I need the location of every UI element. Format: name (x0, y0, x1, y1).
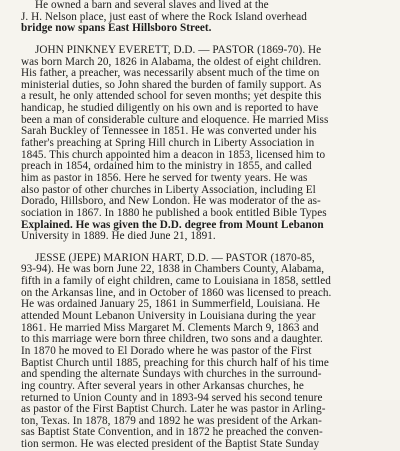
text-line: to this marriage were born three children, two sons and a daughter. (21, 333, 323, 346)
text-line: on the Arkansas line, and in October of 1860 was licensed to preach. (21, 286, 332, 299)
text-line: ton, Texas. In 1878, 1879 and 1892 he was president of the Arkan- (21, 414, 322, 427)
text-line: Explained. He was given the D.D. degree from Mount Lebanon (21, 218, 324, 231)
text-line: He was ordained January 25, 1861 in Summerfield, Louisiana. He (21, 298, 320, 311)
text-line: and spending the alternate Sundays with churches in the surround- (21, 368, 322, 381)
text-line: ing country. After several years in other Arkansas churches, he (21, 379, 304, 392)
text-line: JOHN PINKNEY EVERETT, D.D. — PASTOR (1869-70). He (35, 43, 322, 56)
text-line: 93-94). He was born June 22, 1838 in Chambers County, Alabama, (21, 263, 325, 276)
text-line: sas Baptist State Convention, and in 1872 he preached the conven- (21, 426, 323, 439)
text-line: JESSE (JEPE) MARION HART, D.D. — PASTOR (1870-85, (35, 251, 315, 264)
paragraph-everett (21, 45, 389, 243)
text-line: him as pastor in 1856. Here he served for twenty years. He was (21, 171, 308, 184)
text-line: bridge now spans East Hillsboro Street. (21, 22, 212, 35)
text-line: preach in 1854, ordained him to the ministry in 1855, and called (21, 160, 312, 173)
text-line: He owned a barn and several slaves and lived at the (35, 0, 269, 11)
paragraph-hart (21, 253, 389, 451)
text-line: returned to Union County and in 1893-94 served his second tenure (21, 391, 323, 404)
text-line: as pastor of the First Baptist Church. Later he was pastor in Arling- (21, 403, 326, 416)
text-line: ministerial duties, so John shared the burden of family support. As (21, 78, 322, 91)
text-line: also pastor of other churches in Liberty Association, including El (21, 183, 316, 196)
text-line: In 1870 he moved to El Dorado where he was pastor of the First (21, 344, 312, 357)
text-line: tion sermon. He was elected president of the Baptist State Sunday (21, 438, 320, 451)
text-line: His father, a preacher, was necessarily absent much of the time on (21, 67, 320, 80)
text-line: been a man of considerable culture and eloquence. He married Miss (21, 113, 329, 126)
paragraph-intro (21, 0, 389, 35)
text-line: father's preaching at Spring Hill church in Liberty Association in (21, 137, 315, 150)
text-line: J. H. Nelson place, just east of where the Rock Island overhead (21, 10, 307, 23)
text-line: Sarah Buckley of Tennessee in 1851. He was converted under his (21, 125, 317, 138)
text-line: Dorado, Hillsboro, and New London. He was moderator of the as- (21, 195, 321, 208)
text-line: a result, he only attended school for seven months; yet despite this (21, 90, 322, 103)
page-text (21, 0, 389, 451)
text-line: Baptist Church until 1885, preaching for this church half of his time (21, 356, 329, 369)
text-line: sociation in 1867. In 1880 he published a book entitled Bible Types (21, 206, 327, 219)
text-line: 1845. This church appointed him a deacon in 1853, licensed him to (21, 148, 326, 161)
text-line: University in 1889. He died June 21, 1891. (21, 230, 216, 243)
text-line: was born March 20, 1826 in Alabama, the oldest of eight children. (21, 55, 322, 68)
text-line: 1861. He married Miss Margaret M. Clements March 9, 1863 and (21, 321, 319, 334)
text-line: attended Mount Lebanon University in Louisiana during the year (21, 310, 316, 323)
text-line: handicap, he studied diligently on his own and is reported to have (21, 102, 319, 115)
text-line: fifth in a family of eight children, came to Louisiana in 1858, settled (21, 275, 331, 288)
